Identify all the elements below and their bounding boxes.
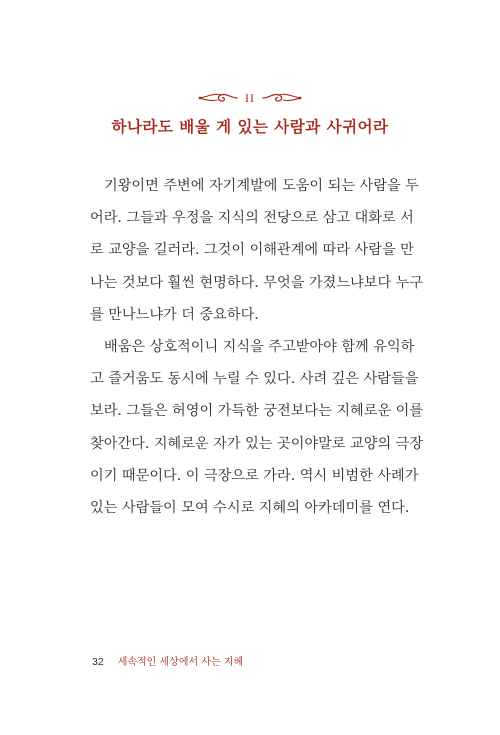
floral-flourish-icon [261,92,303,104]
chapter-ornament [0,90,500,106]
text-line: 로 교양을 길러라. 그것이 이해관계에 따라 사람을 만 [90,242,414,259]
text-line: 기왕이면 주변에 자기계발에 도움이 되는 사람을 두 [104,178,419,194]
floral-flourish-icon [197,92,239,104]
text-line: 보라. 그들은 허영이 가득한 궁전보다는 지혜로운 이를 [90,403,424,420]
paragraph [90,331,424,524]
text-line: 나는 것보다 훨씬 현명하다. 무엇을 가졌느냐보다 누구 [90,274,424,291]
running-title: 세속적인 세상에서 사는 지혜 [117,657,244,668]
text-line: 를 만나느냐가 더 중요하다. [90,306,259,323]
text-line: 배움은 상호적이니 지식을 주고받아야 함께 유익하 [104,339,415,356]
text-line: 고 즐거움도 동시에 누릴 수 있다. 사려 깊은 사람들을 [90,371,419,388]
chapter-title: 하나라도 배울 게 있는 사람과 사귀어라 [111,118,389,136]
page-number: 32 [92,656,104,668]
text-line: 어라. 그들과 우정을 지식의 전당으로 삼고 대화로 서 [90,210,414,227]
paragraph [90,170,424,331]
text-line: 찾아간다. 지혜로운 자가 있는 곳이야말로 교양의 극장 [90,435,424,452]
body-text [90,170,424,524]
page-footer [92,653,243,668]
chapter-numeral: II [245,90,255,105]
text-line: 이기 때문이다. 이 극장으로 가라. 역시 비범한 사례가 [90,467,419,484]
text-line: 있는 사람들이 모여 수시로 지혜의 아카데미를 연다. [90,500,410,517]
